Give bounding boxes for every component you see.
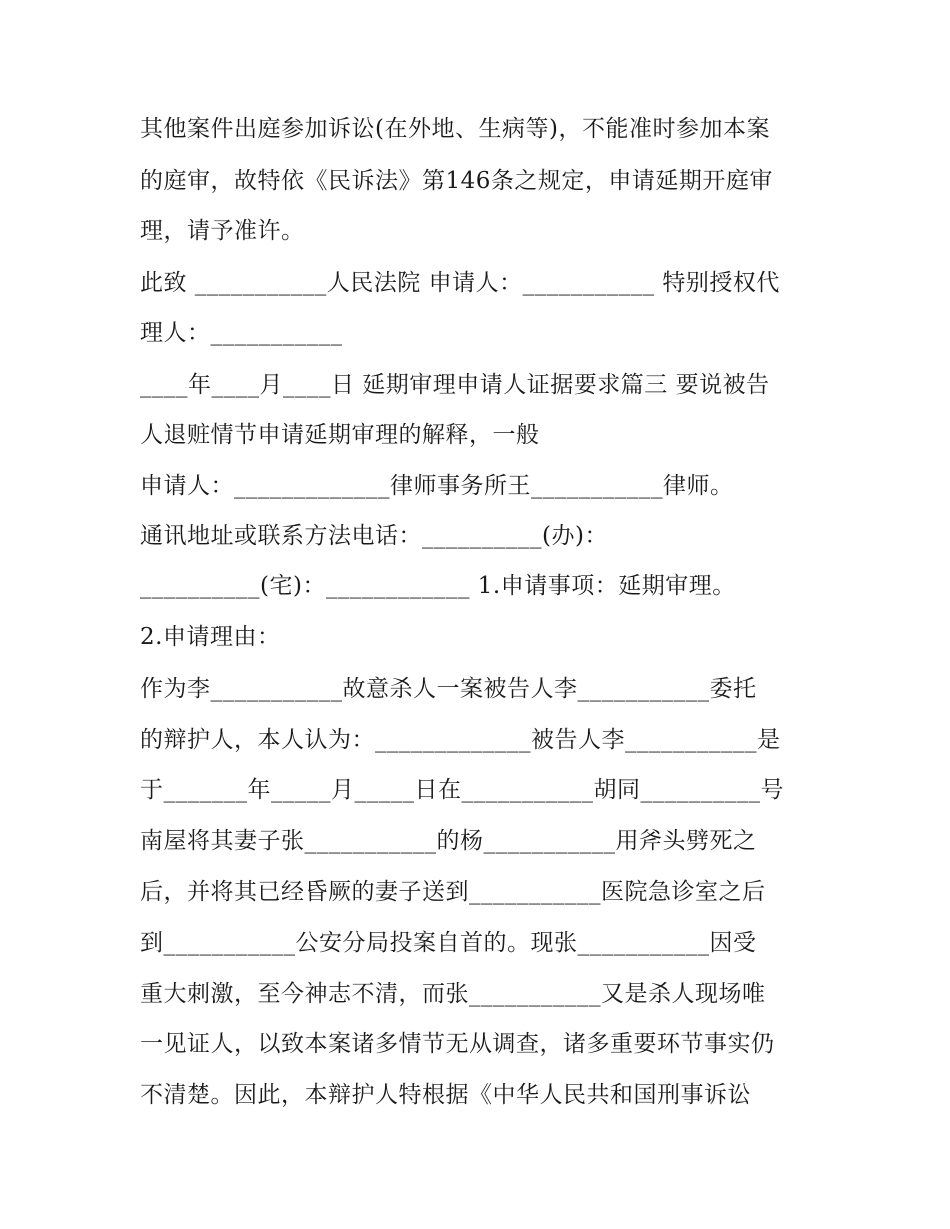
text-line: 一见证人，以致本案诸多情节无从调查，诸多重要环节事实仍	[140, 1031, 775, 1057]
text-line: 其他案件出庭参加诉讼(在外地、生病等)，不能准时参加本案	[140, 116, 770, 142]
text-line: 重大刺激，至今神志不清，而张___________又是杀人现场唯	[140, 981, 766, 1007]
text-line: 到___________公安分局投案自首的。现张___________因受	[140, 930, 757, 956]
text-line: ____年____月____日 延期审理申请人证据要求篇三 要说被告	[140, 372, 770, 398]
text-line: 理人：___________	[140, 320, 343, 346]
text-line: 此致 ___________人民法院 申请人：___________ 特别授权代	[140, 270, 780, 296]
text-line: 人退赃情节申请延期审理的解释，一般	[140, 422, 540, 448]
text-line: 的庭审，故特依《民诉法》第146条之规定，申请延期开庭审	[140, 168, 773, 194]
text-line: __________(宅)：____________ 1.申请事项：延期审理。	[140, 573, 736, 599]
text-line: 作为李___________故意杀人一案被告人李___________委托	[140, 676, 757, 702]
text-line: 通讯地址或联系方法电话：__________(办)：	[140, 523, 608, 549]
text-line: 理，请予准许。	[140, 218, 305, 244]
text-line: 于_______年_____月_____日在___________胡同__________号	[140, 777, 784, 803]
text-line: 不清楚。因此，本辩护人特根据《中华人民共和国刑事诉讼	[140, 1082, 751, 1108]
text-line: 的辩护人，本人认为：_____________被告人李___________是	[140, 727, 781, 753]
text-line: 2.申请理由：	[140, 624, 281, 650]
text-line: 申请人：_____________律师事务所王___________律师。	[140, 473, 734, 499]
text-line: 南屋将其妻子张___________的杨___________用斧头劈死之	[140, 828, 757, 854]
text-line: 后，并将其已经昏厥的妻子送到___________医院急诊室之后	[140, 879, 766, 905]
